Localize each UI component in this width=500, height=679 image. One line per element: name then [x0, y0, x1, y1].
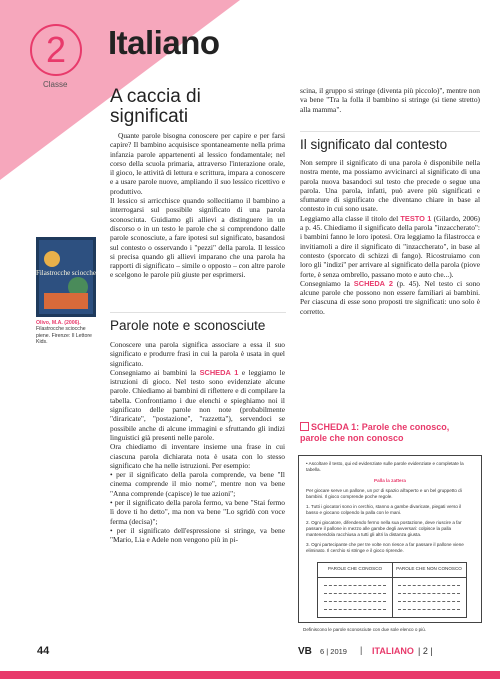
paragraph: Conoscere una parola significa associare a essa il suo significato e produrre frasi in cui la parola è usata in quel significato. [110, 340, 285, 368]
paragraph: Consegniamo ai bambini la SCHEDA 1 e leggiamo le istruzioni di gioco. Nel testo sono evidenziate alcune parole. Chiediamo ai bambini di riflettere e di compilare la tabella. Confrontiamo i due elenchi e spieghiamo noi il significato delle parole non note (probabilmente "diraricate", "postazione", "razzetta"), servendoci se possibile anche di alcune immagini e sfruttando gli indizi linguistici già presenti nelle parole. [110, 367, 285, 442]
footer-bar [0, 671, 500, 679]
bullet-item: • per il significato dell'espressione si stringe, va bene "Mario, Lia e Adele non vengono più in pi- [110, 525, 285, 545]
book-cover-image [36, 237, 96, 317]
scheda-table [317, 562, 467, 618]
col2-top-text: scina, il gruppo si stringe (diventa più piccolo)", mentre non va bene "Tra la folla il bambino si stringe (si tiene stretto) alla mamma". [300, 86, 480, 114]
fill-line[interactable] [324, 609, 386, 610]
fill-line[interactable] [398, 601, 460, 602]
section3-body [300, 158, 480, 316]
bullet-item: • per il significato della parola fermo, va bene "Stai fermo lì dove ti ho detto", ma non va bene "Lo sgridò con voce ferma (decisa)"; [110, 498, 285, 526]
section2-body [110, 340, 285, 545]
scheda-title: SCHEDA 1: Parole che conosco, parole che non conosco [300, 422, 450, 443]
book-cover-title: Filastrocche sciocche [36, 269, 96, 277]
footer-subject: ITALIANO [372, 646, 414, 656]
scheda-footer: Definiscono le parole sconosciute con due sole elenco o più. [303, 627, 427, 632]
issue-number: 6 | 2019 [320, 647, 347, 656]
footer-section: | 2 | [418, 646, 433, 656]
scheda-rule: 1. Tutti i giocatori sono in cerchio, stanno a gambe divaricate, piegati verso il basso e giocano colpendo la palla con le mani. [306, 504, 462, 515]
fill-line[interactable] [398, 609, 460, 610]
footer-separator: | [360, 645, 363, 655]
testo1-link[interactable]: TESTO 1 [400, 213, 432, 223]
scheda-box [298, 455, 482, 623]
book-caption-text: Filastrocche sciocche piene. Firenze: Il Lettore Kids. [36, 326, 92, 346]
paragraph: Il lessico si arricchisce quando sollecitiamo il bambino a interrogarsi sul possibile significato di una parola sconosciuta. Guidiamo gli allievi a distinguere in un discorso o in un testo le parole che si comprendono dalle parole sconosciute, a fare ipotesi sul significato, basandosi sul contesto o osservando i "pezzi" della parola. Il lessico si precisa quando gli allievi imparano che una parola ha rapporti di significato – simile o opposto – con altre parole e scelgono le parole più giuste per esprimersi. [110, 196, 285, 280]
page-number: 44 [37, 645, 50, 657]
class-number-circle: 2 [30, 24, 82, 76]
paragraph: Consegniamo la SCHEDA 2 (p. 45). Nel testo ci sono alcune parole che possono non essere familiari ai bambini. Per ciascuna di esse sono proposti tre significati: uno solo è corretto. [300, 278, 480, 316]
book-caption [36, 320, 98, 346]
paragraph: Quante parole bisogna conoscere per capire e per farsi capire? Il bambino acquisisce spontaneamente nella prima infanzia parole appartenenti al lessico fondamentale; nel corso della scuola primaria, attraverso l'interazione orale, il gioco, le attività di lettura e scrittura, impara a conoscere e a usare parole nuove, ampliando il suo lessico ricettivo e produttivo. [110, 131, 285, 196]
table-header-unknown: PAROLE CHE NON CONOSCO [396, 566, 462, 571]
scheda-intro: Per giocare serve un pallone, un po' di spazio all'aperto e un bel gruppetto di bambini. Il gioco comprende poche regole. [306, 488, 462, 499]
section2-title: Parole note e sconosciute [110, 318, 266, 333]
subject-title: Italiano [108, 24, 220, 61]
fill-line[interactable] [398, 593, 460, 594]
scheda-instructions: • Ascoltare il testo, qui ed evidenziate sulle parole evidenziate e completate la tabella. [306, 461, 464, 472]
fill-line[interactable] [324, 585, 386, 586]
section-divider [110, 312, 286, 313]
table-header-known: PAROLE CHE CONOSCO [327, 566, 383, 571]
section3-title: Il significato dal contesto [300, 137, 448, 152]
bullet-item: • per il significato della parola comprende, va bene "Il cinema comprende il mio nome", mentre non va bene "Anna comprende (capisce) le tue azioni"; [110, 470, 285, 498]
scheda-game-title: Palla la zattera [374, 478, 406, 483]
paragraph: Leggiamo alla classe il titolo del TESTO 1 (Gilardo, 2006) a p. 45. Chiediamo il significato della parola "inzaccherato": i bambini fanno le loro ipotesi. Ora leggiamo la filastrocca e invitiamoli a dire il significato di "inzaccherato", in base al contesto (sporcato di schizzi di fango). Ricostruiamo con loro gli "indizi" per arrivare al significato della parola (piove forte, è senza ombrello, passano moto e auto che...). [300, 213, 480, 279]
fill-line[interactable] [324, 593, 386, 594]
table-divider [318, 577, 466, 578]
scheda-rule: 3. Ogni partecipante che per tre volte non riesce a far passare il pallone viene eliminato. Il cerchio si stringe e il gioco riprende. [306, 542, 464, 553]
fill-line[interactable] [398, 585, 460, 586]
section-title-line1: A caccia di [110, 86, 201, 107]
fill-line[interactable] [324, 601, 386, 602]
scheda-icon [300, 422, 309, 431]
paragraph: Ora chiediamo di inventare insieme una frase in cui ciascuna parola dichiarata nota è usata con lo stesso significato che ha nelle istruzioni. Per esempio: [110, 442, 285, 470]
section-divider [300, 131, 480, 132]
table-divider [392, 563, 393, 617]
paragraph: Non sempre il significato di una parola è disponibile nella nostra mente, ma possiamo avvicinarci al significato di una parola nuova basandoci sul testo che precede o segue una parola. Una parola, infatti, può avere più significati e sfumature di significato che diventano chiare in base al contesto in cui sono usate. [300, 158, 480, 214]
section-title-line2: significati [110, 106, 189, 127]
book-caption-author: Olivo, M.A. (2006). [36, 320, 81, 326]
class-label: Classe [43, 80, 68, 89]
scheda1-link[interactable]: SCHEDA 1 [199, 367, 239, 377]
scheda2-link[interactable]: SCHEDA 2 [353, 278, 393, 288]
scheda-rule: 2. Ogni giocatore, difendendo fermo nella sua postazione, deve riuscire a far passare il pallone in mezzo alle gambe degli avversari: colpisce la palla mantenendola racchiusa a tutti gli altri la distanza giusta. [306, 520, 462, 537]
section1-body [110, 131, 285, 280]
magazine-logo: VB [298, 646, 312, 657]
